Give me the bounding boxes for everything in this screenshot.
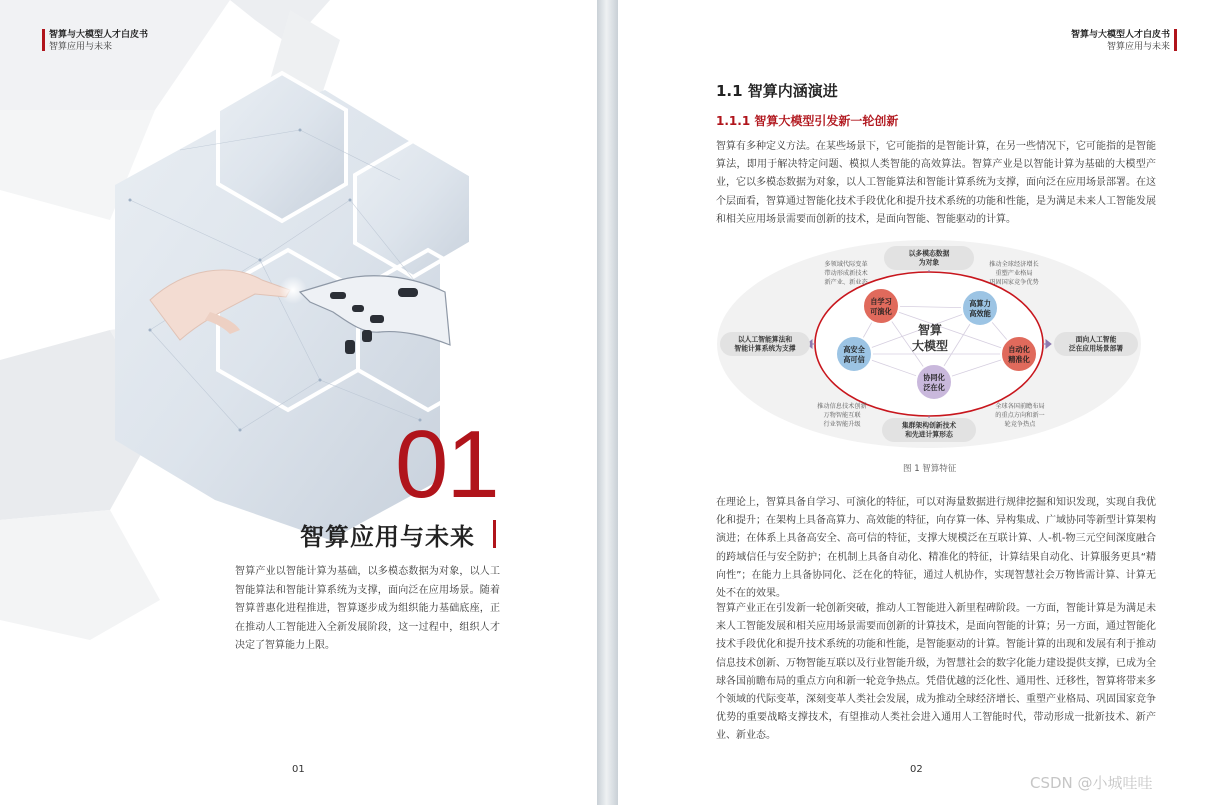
diagram-note-br-3: 轮竞争热点 [1004,421,1036,428]
diagram-bottom-label-1: 集群架构创新技术 [901,421,957,430]
chapter-number: 01 [395,411,498,518]
diagram-top-label-1: 以多模态数据 [908,249,950,258]
header-book-title: 智算与大模型人才白皮书 [49,30,149,40]
diagram-top-label-2: 为对象 [918,258,940,267]
page-number-left: 01 [292,764,305,775]
diagram-note-tl-2: 带动形成新技术 [824,270,868,277]
diagram-left-label-2: 智能计算系统为支撑 [734,344,796,353]
diagram-center-line-1: 智算 [917,323,943,337]
header-chapter-name: 智算应用与未来 [49,42,113,52]
header-accent-bar [42,29,45,51]
subsection-title: 1.1.1 智算大模型引发新一轮创新 [716,114,899,128]
diagram-node-label: 精准化 [1008,355,1030,364]
diagram-node-label: 可演化 [870,307,892,316]
diagram-center-line-2: 大模型 [911,339,949,353]
figure-caption: 图 1 智算特征 [903,464,957,474]
diagram-left-label-1: 以人工智能算法和 [737,335,793,344]
diagram-note-tl-3: 新产业、新业态 [824,279,868,286]
diagram-bottom-label-2: 和先进计算形态 [905,430,953,439]
chapter-title-accent-bar [493,520,496,548]
diagram-node-label: 自动化 [1008,345,1030,354]
diagram-node-label: 高安全 [843,345,865,354]
right-page [618,0,1216,805]
diagram-note-br-1: 全球各国前瞻布局 [995,403,1045,410]
diagram-node-label: 高可信 [843,355,865,364]
paragraph-3: 智算产业正在引发新一轮创新突破，推动人工智能进入新里程碑阶段。一方面，智能计算是为满足未来人工智能发展和相关应用场景需要而创新的计算技术，是面向智能的计算；另一方面，通过智能化技术手段优化和提升技术系统的功能和性能，是智能驱动的计算。智能计算的出现和发展有利于推动信息技术创新、万物智能互联以及行业智能升级，为智慧社会的数字化能力建设提供支撑，已成为全球各国前瞻布局的重点方向和新一轮竞争热点。凭借优越的泛化性、通用性、迁移性，智算将带来多个领域的代际变革，深刻变革人类社会发展，成为推动全球经济增长、重塑产业格局、巩固国家竞争优势的重要战略支撑技术，有望推动人类社会进入通用人工智能时代，带动形成一批新技术、新产业、新业态。 [716,603,1156,742]
diagram-note-tr-1: 推动全球经济增长 [989,261,1039,268]
hexagon-background-graphic [0,0,597,805]
header-book-title-right: 智算与大模型人才白皮书 [1070,30,1170,40]
diagram-node-label: 自学习 [870,297,892,306]
diagram-right-label-1: 面向人工智能 [1075,335,1117,344]
page-number-right: 02 [910,764,923,775]
paragraph-1: 智算有多种定义方法。在某些场景下，它可能指的是智能计算，在另一些情况下，它可能指的是智能算法，即用于解决特定问题、模拟人类智能的高效算法。智算产业是以智能计算为基础的大模型产业，它以多模态数据为对象，以人工智能算法和智能计算系统为支撑，面向泛在应用场景部署。在这个层面看，智算通过智能化技术手段优化和提升技术系统的功能和性能，是为满足未来人工智能发展和相关应用场景需要而创新的技术，是面向智能、智能驱动的计算。 [716,141,1156,225]
chapter-title: 智算应用与未来 [300,523,475,551]
diagram-node-label: 泛在化 [923,383,945,392]
chapter-intro-paragraph: 智算产业以智能计算为基础，以多模态数据为对象，以人工智能算法和智能计算系统为支撑，面向泛在应用场景。随着智算普惠化进程推进，智算逐步成为组织能力基础底座，正在推动人工智能进入全新发展阶段，这一过程中，组织人才决定了智算能力上限。 [235,566,500,651]
header-chapter-name-right: 智算应用与未来 [1106,42,1170,52]
running-header [49,29,148,53]
smart-computing-diagram [714,236,1144,454]
book-gutter [597,0,618,805]
header-accent-bar-right [1174,29,1177,51]
left-page [0,0,597,805]
diagram-node-label: 高算力 [969,299,991,308]
diagram-node-circle [1001,336,1037,372]
diagram-right-label-2: 泛在应用场景部署 [1068,344,1124,353]
diagram-node-circle [836,336,872,372]
diagram-note-bl-1: 推动信息技术创新 [817,403,867,410]
watermark: CSDN @小城哇哇 [1030,774,1153,792]
diagram-note-bl-3: 行业智能升级 [823,421,861,428]
diagram-note-tr-3: 巩固国家竞争优势 [989,279,1039,286]
diagram-node-circle [916,364,952,400]
diagram-node-label: 协同化 [923,373,945,382]
running-header-right [1071,29,1170,53]
diagram-note-tr-2: 重塑产业格局 [995,270,1033,277]
diagram-note-br-2: 的重点方向和新一 [995,412,1045,419]
diagram-node-circle [863,288,899,324]
section-title: 1.1 智算内涵演进 [716,82,838,100]
diagram-note-bl-2: 万物智能互联 [823,412,861,419]
diagram-note-tl-1: 多领域代际变革 [824,261,868,268]
diagram-node-circle [962,290,998,326]
paragraph-2: 在理论上，智算具备自学习、可演化的特征，可以对海量数据进行规律挖掘和知识发现，实现自我优化和提升；在架构上具备高算力、高效能的特征，向存算一体、异构集成、广域协同等新型计算架构演进；在体系上具备高安全、高可信的特征，支撑大规模泛在互联计算、人-机-物三元空间深度融合的跨域信任与安全防护；在机制上具备自动化、精准化的特征，计算结果自动化、计算服务更具“精向性”；在能力上具备协同化、泛在化的特征，通过人机协作，实现智慧社会万物皆需计算、计算无处不在的效果。 [716,497,1156,600]
diagram-node-label: 高效能 [969,309,991,318]
